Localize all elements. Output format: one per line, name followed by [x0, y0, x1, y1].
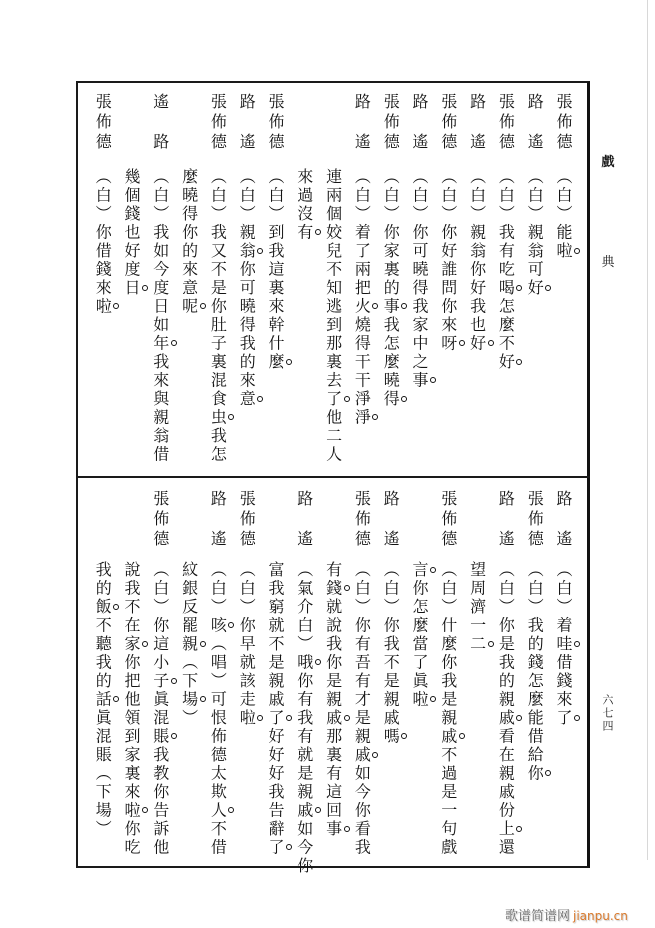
dialogue-line: 我的飯不聽我的話眞混賬（下場） — [93, 561, 113, 839]
speaker-name: 張佈德 — [554, 93, 573, 149]
speaker-name: 張佈德 — [266, 93, 285, 149]
dialogue-line: （白）你借錢來啦 — [93, 168, 113, 316]
speaker-name — [121, 93, 141, 149]
dialogue-line: （白）我又不是你肚子裏混食虫我怎 — [208, 168, 228, 464]
speaker-name: 張佈德 — [525, 490, 545, 546]
dialogue-line: （白）你家裏的事我怎麼曉得 — [381, 168, 401, 409]
speaker-name: 張佈德 — [237, 490, 257, 546]
speaker-name — [409, 490, 429, 546]
speaker-name: 路遙 — [237, 93, 257, 149]
speaker-name — [179, 93, 199, 149]
dialogue-line: （白）你好誰問你來呀 — [438, 168, 458, 353]
dialogue-line: 來過沒有 — [294, 168, 314, 242]
dialogue-line: 紋銀反罷親（下場） — [179, 561, 199, 728]
speaker-name: 路遙 — [352, 93, 372, 149]
dialogue-line: （白）你可曉得我家中之事 — [410, 168, 429, 390]
speaker-name — [467, 490, 487, 546]
dialogue-line: （白）你早就該走啦 — [237, 561, 257, 728]
speaker-name: 張佈德 — [150, 490, 170, 546]
running-title-bottom: 典 — [601, 255, 615, 270]
watermark-site-name: 歌谱简谱网 — [505, 909, 571, 924]
dialogue-line: 幾個錢也好度日 — [122, 168, 141, 298]
dialogue-line: （白）你這小子眞混賬我教你告訴他 — [150, 561, 170, 857]
dialogue-line: 望周濟一二 — [467, 561, 487, 654]
speaker-name: 路遙 — [381, 490, 401, 546]
speaker-name: 路遙 — [496, 490, 516, 546]
speaker-name: 張佈德 — [438, 93, 458, 149]
dialogue-line: （白）親翁你可曉得我的來意 — [237, 168, 257, 409]
speaker-name: 路遙 — [410, 93, 429, 149]
speaker-name — [323, 490, 343, 546]
dialogue-line: （白）你我不是親戚嗎 — [381, 561, 401, 746]
speaker-name: 路遙 — [467, 93, 487, 149]
dialogue-line: （白）着哇借錢來了 — [554, 561, 573, 728]
speaker-name: 張佈德 — [93, 93, 113, 149]
dialogue-line: （白）到我這裏來幹什麼 — [266, 168, 285, 372]
watermark — [505, 905, 628, 924]
dialogue-line: （白）我如今度日如年我來與親翁借 — [150, 168, 170, 464]
watermark-domain: jianpu.cn — [573, 909, 628, 923]
speaker-name: 張佈德 — [352, 490, 372, 546]
dialogue-line: （白）能啦 — [554, 168, 573, 261]
dialogue-line: （氣介白）哦你有我有就是親戚如今你 — [294, 561, 314, 876]
speaker-name: 路遙 — [294, 490, 314, 546]
speaker-name: 張佈德 — [496, 93, 516, 149]
page-number: 六七四 — [601, 694, 614, 733]
scan-page-edge — [647, 0, 648, 860]
dialogue-line: （白）着了兩把火燒得干干淨淨 — [352, 168, 372, 427]
speaker-name — [121, 490, 141, 546]
speaker-name: 張佈德 — [381, 93, 401, 149]
speaker-name — [323, 93, 343, 149]
dialogue-line: 連兩個姣兒不知逃到那裏去了他二人 — [323, 168, 343, 464]
speaker-name: 路遙 — [554, 490, 573, 546]
dialogue-line: （白）你是我的親戚看在親戚份上還 — [496, 561, 516, 857]
dialogue-line: （白）親翁你好我也好 — [467, 168, 487, 353]
dialogue-line: （白）什麼你我是親戚不過是一句戲 — [438, 561, 458, 857]
speaker-name — [179, 490, 199, 546]
dialogue-line: （白）咳（唱）可恨佈德太欺人不借 — [208, 561, 228, 857]
dialogue-line: 麼曉得你的來意呢 — [179, 168, 199, 316]
running-title-top: 戲 — [601, 155, 615, 170]
dialogue-line: （白）你有吾有才是親戚如今你看我 — [352, 561, 372, 857]
dialogue-line: （白）親翁可好 — [525, 168, 545, 298]
speaker-name: 路遙 — [208, 490, 228, 546]
dialogue-line: 有錢就說我你是親戚那裏有這回事 — [323, 561, 343, 839]
speaker-name — [92, 490, 112, 546]
dialogue-line: 說我不在家你把他領到家裏來啦你吃 — [122, 561, 141, 857]
speaker-name — [265, 490, 285, 546]
section-divider — [76, 476, 590, 478]
speaker-name: 張佈德 — [208, 93, 228, 149]
speaker-name: 張佈德 — [438, 490, 458, 546]
dialogue-line: （白）我有吃喝怎麼不好 — [496, 168, 516, 372]
speaker-name — [294, 93, 314, 149]
dialogue-line: 言你怎麼當了眞啦 — [410, 561, 429, 709]
dialogue-line: 富我窮就不是親戚了好好好我告辭了 — [266, 561, 285, 857]
speaker-name: 路遙 — [525, 93, 545, 149]
speaker-name: 遙路 — [150, 93, 170, 149]
dialogue-line: （白）我的錢怎麼能借給你 — [525, 561, 545, 783]
